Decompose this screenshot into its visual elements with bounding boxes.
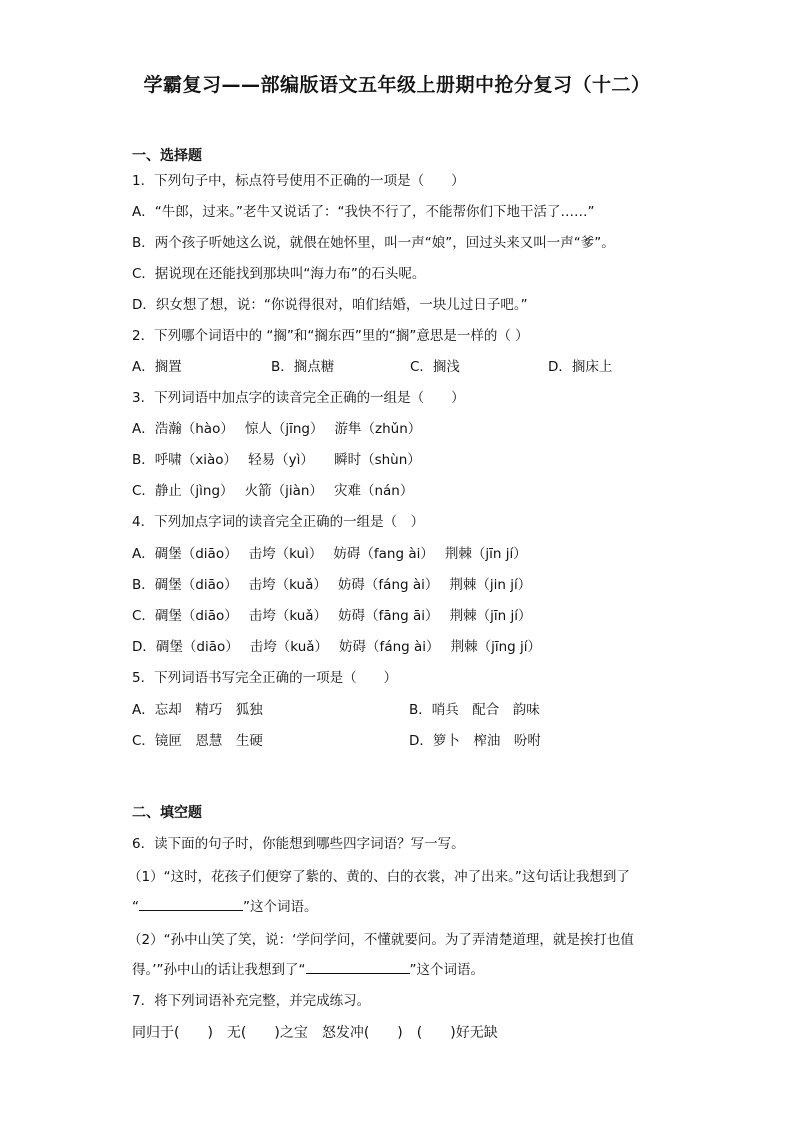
q4-stem: 4．下列加点字词的读音完全正确的一组是（ ） — [132, 514, 425, 530]
q3-stem: 3．下列词语中加点字的读音完全正确的一组是（ ） — [132, 390, 465, 406]
q4-option-b: B．碉堡（diāo） 击垮（kuǎ） 妨碍（fáng ài） 荆棘（jin jí） — [132, 577, 532, 593]
section-heading-choice: 一、选择题 — [132, 148, 202, 164]
q6-sub1-answer-blank[interactable] — [139, 898, 243, 911]
section-heading-fill: 二、填空题 — [132, 805, 202, 821]
q6-sub1-suffix: ”这个词语。 — [243, 899, 318, 915]
q1-option-b: B．两个孩子听她这么说，就偎在她怀里，叫一声“娘”，回过头来又叫一声“爹”。 — [132, 235, 615, 251]
q5-option-c: C．镜匣 恩慧 生硬 — [132, 733, 263, 749]
q6-sub2-line2 — [132, 961, 484, 979]
q3-option-a: A．浩瀚（hào） 惊人（jīng） 游隼（zhǔn） — [132, 421, 422, 437]
q1-option-a: A．“牛郎，过来。”老牛又说话了：“我快不行了，不能帮你们下地干活了……” — [132, 204, 595, 220]
q5-option-d: D．箩卜 榨油 吩咐 — [409, 733, 541, 749]
q6-sub2-line1: （2）“孙中山笑了笑，说：‘学问学问，不懂就要问。为了弄清楚道理，就是挨打也值 — [128, 932, 634, 948]
q6-sub2-prefix: 得。’”孙中山的话让我想到了“ — [132, 962, 306, 978]
q2-option-b: B．搁点糖 — [271, 359, 335, 375]
q6-sub1-line1: （1）“这时，花孩子们便穿了紫的、黄的、白的衣裳，冲了出来。”这句话让我想到了 — [128, 869, 630, 885]
q6-sub2-suffix: ”这个词语。 — [409, 962, 485, 978]
q6-sub1-line2 — [132, 898, 318, 916]
q4-option-a: A．碉堡（diāo） 击垮（kuì） 妨碍（fang ài） 荆棘（jīn jí） — [132, 546, 527, 562]
q1-option-d: D．织女想了想，说：“你说得很对，咱们结婚，一块儿过日子吧。” — [132, 297, 528, 313]
q6-stem: 6．读下面的句子时，你能想到哪些四字词语？写一写。 — [132, 836, 465, 852]
q2-option-c: C．搁浅 — [410, 359, 460, 375]
q2-option-d: D．搁床上 — [548, 359, 613, 375]
q3-option-b: B．呼啸（xiào） 轻易（yì） 瞬时（shùn） — [132, 452, 421, 468]
q1-stem: 1．下列句子中，标点符号使用不正确的一项是（ ） — [132, 173, 465, 189]
page-title: 学霸复习——部编版语文五年级上册期中抢分复习（十二） — [143, 74, 651, 96]
q6-sub2-answer-blank[interactable] — [306, 961, 410, 974]
q5-option-a: A．忘却 精巧 狐独 — [132, 702, 263, 718]
q4-option-d: D．碉堡（diāo） 击垮（kuǎ） 妨碍（fáng ài） 荆棘（jīng jí） — [132, 639, 541, 655]
q5-stem: 5．下列词语书写完全正确的一项是（ ） — [132, 670, 398, 686]
q7-stem: 7．将下列词语补充完整，并完成练习。 — [132, 993, 371, 1009]
q5-option-b: B．哨兵 配合 韵味 — [409, 702, 540, 718]
q4-option-c: C．碉堡（diāo） 击垮（kuǎ） 妨碍（fāng āi） 荆棘（jīn jí） — [132, 608, 532, 624]
q2-stem: 2．下列哪个词语中的 “搁”和“搁东西”里的“搁”意思是一样的（ ） — [132, 328, 529, 344]
q3-option-c: C．静止（jìng） 火箭（jiàn） 灾难（nán） — [132, 483, 414, 499]
q1-option-c: C．据说现在还能找到那块叫“海力布”的石头呢。 — [132, 266, 426, 282]
q7-idiom-blanks: 同归于( ) 无( )之宝 怒发冲( ) ( )好无缺 — [132, 1025, 498, 1041]
q2-option-a: A．搁置 — [132, 359, 182, 375]
q6-sub1-open-quote: “ — [132, 899, 139, 915]
